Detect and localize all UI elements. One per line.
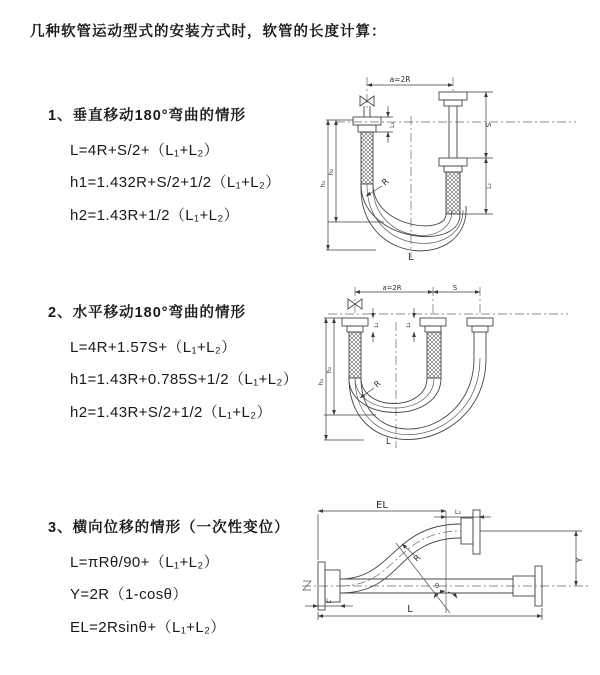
middle-flange bbox=[420, 318, 446, 326]
left-braid-section bbox=[361, 132, 373, 184]
dim-label-h2: h₂ bbox=[327, 168, 335, 176]
section-1-formulas bbox=[70, 133, 281, 231]
left-flange bbox=[342, 318, 368, 326]
hose-curve-moved bbox=[349, 358, 486, 440]
left-braid-section bbox=[349, 332, 361, 378]
middle-hub bbox=[425, 326, 441, 332]
hose-curve bbox=[361, 184, 460, 237]
dim-label-l1: L₁ bbox=[374, 322, 380, 328]
radius-label: R bbox=[380, 176, 392, 189]
section-3-formulas bbox=[70, 545, 290, 643]
diagram-lateral-displacement bbox=[298, 498, 598, 660]
formula-line: EL=2Rsinθ+（L₁+L₂） bbox=[70, 618, 226, 636]
hose-curve bbox=[361, 378, 427, 404]
angle-label: θ bbox=[435, 582, 439, 590]
construction-diagonal bbox=[396, 543, 450, 613]
extension-line bbox=[318, 608, 542, 620]
right-hub-bottom bbox=[444, 166, 462, 172]
dim-label-el: EL bbox=[376, 500, 388, 511]
dim-label-l2: L₂ bbox=[486, 183, 493, 189]
formula-line: h2=1.43R+S/2+1/2（L₁+L₂） bbox=[70, 403, 272, 421]
radius-label: R bbox=[411, 552, 424, 565]
right-pipe bbox=[474, 332, 486, 358]
dim-label-l2: L₂ bbox=[454, 508, 462, 516]
upper-flange-hub bbox=[461, 518, 473, 544]
page-title: 几种软管运动型式的安装方式时，软管的长度计算： bbox=[30, 24, 387, 40]
section-1-heading: 1、垂直移动180°弯曲的情形 bbox=[48, 108, 247, 124]
section-2 bbox=[48, 301, 298, 428]
centerline bbox=[355, 287, 480, 316]
section-2-heading: 2、水平移动180°弯曲的情形 bbox=[48, 305, 247, 321]
hose-curve bbox=[373, 184, 452, 235]
radius-leader-line bbox=[366, 186, 382, 196]
right-braid-section bbox=[446, 172, 460, 214]
dim-label-y: Y bbox=[575, 557, 584, 563]
dim-label-a-2r: a=2R bbox=[382, 284, 402, 292]
left-flange bbox=[353, 117, 381, 125]
upper-flange-plate bbox=[473, 510, 480, 554]
section-3 bbox=[48, 516, 290, 643]
left-hub bbox=[347, 326, 363, 332]
dim-label-s: S bbox=[452, 284, 458, 292]
dim-label-h1: h₁ bbox=[317, 378, 325, 386]
formula-line: L=πRθ/90+（L₁+L₂） bbox=[70, 553, 219, 571]
formula-line: h1=1.43R+0.785S+1/2（L₁+L₂） bbox=[70, 371, 299, 389]
formula-line: L=4R+S/2+（L₁+L₂） bbox=[70, 141, 220, 159]
length-label: L bbox=[386, 437, 391, 447]
hose-s-curve bbox=[340, 524, 461, 579]
middle-braid-section bbox=[427, 332, 441, 378]
right-hub-top bbox=[444, 100, 462, 106]
right-flange-top bbox=[439, 92, 467, 100]
dim-label-l2: L₂ bbox=[406, 322, 412, 328]
right-flange-bottom bbox=[439, 158, 467, 166]
section-1 bbox=[48, 104, 281, 231]
dim-label-l1: L₁ bbox=[389, 122, 396, 128]
right-hub bbox=[472, 326, 488, 332]
hose-curve bbox=[373, 184, 446, 226]
right-flange bbox=[467, 318, 493, 326]
formula-line: L=4R+1.57S+（L₁+L₂） bbox=[70, 338, 237, 356]
section-2-formulas bbox=[70, 330, 298, 428]
dim-label-l1: L₁ bbox=[326, 598, 332, 605]
diagram-horizontal-180-bend bbox=[316, 286, 592, 458]
radius-label: R bbox=[372, 378, 383, 390]
dim-label-a-2r: a=2R bbox=[389, 75, 411, 84]
right-pipe bbox=[449, 106, 457, 158]
length-label: L bbox=[407, 604, 413, 615]
formula-line: Y=2R（1-cosθ） bbox=[70, 586, 188, 604]
diagram-vertical-180-bend bbox=[320, 72, 592, 264]
section-3-heading: 3、横向位移的情形（一次性变位） bbox=[48, 520, 290, 536]
dim-label-h1: h₁ bbox=[319, 180, 327, 188]
dim-label-s: S bbox=[485, 122, 493, 128]
formula-line: h1=1.432R+S/2+1/2（L₁+L₂） bbox=[70, 174, 281, 192]
left-hub bbox=[358, 125, 376, 132]
formula-line: h2=1.43R+1/2（L₁+L₂） bbox=[70, 206, 240, 224]
length-label: L bbox=[408, 252, 414, 263]
extension-line bbox=[460, 92, 493, 214]
dim-label-h2: h₂ bbox=[325, 366, 333, 374]
hose-curve-moved bbox=[361, 358, 474, 429]
break-mark bbox=[303, 581, 311, 590]
